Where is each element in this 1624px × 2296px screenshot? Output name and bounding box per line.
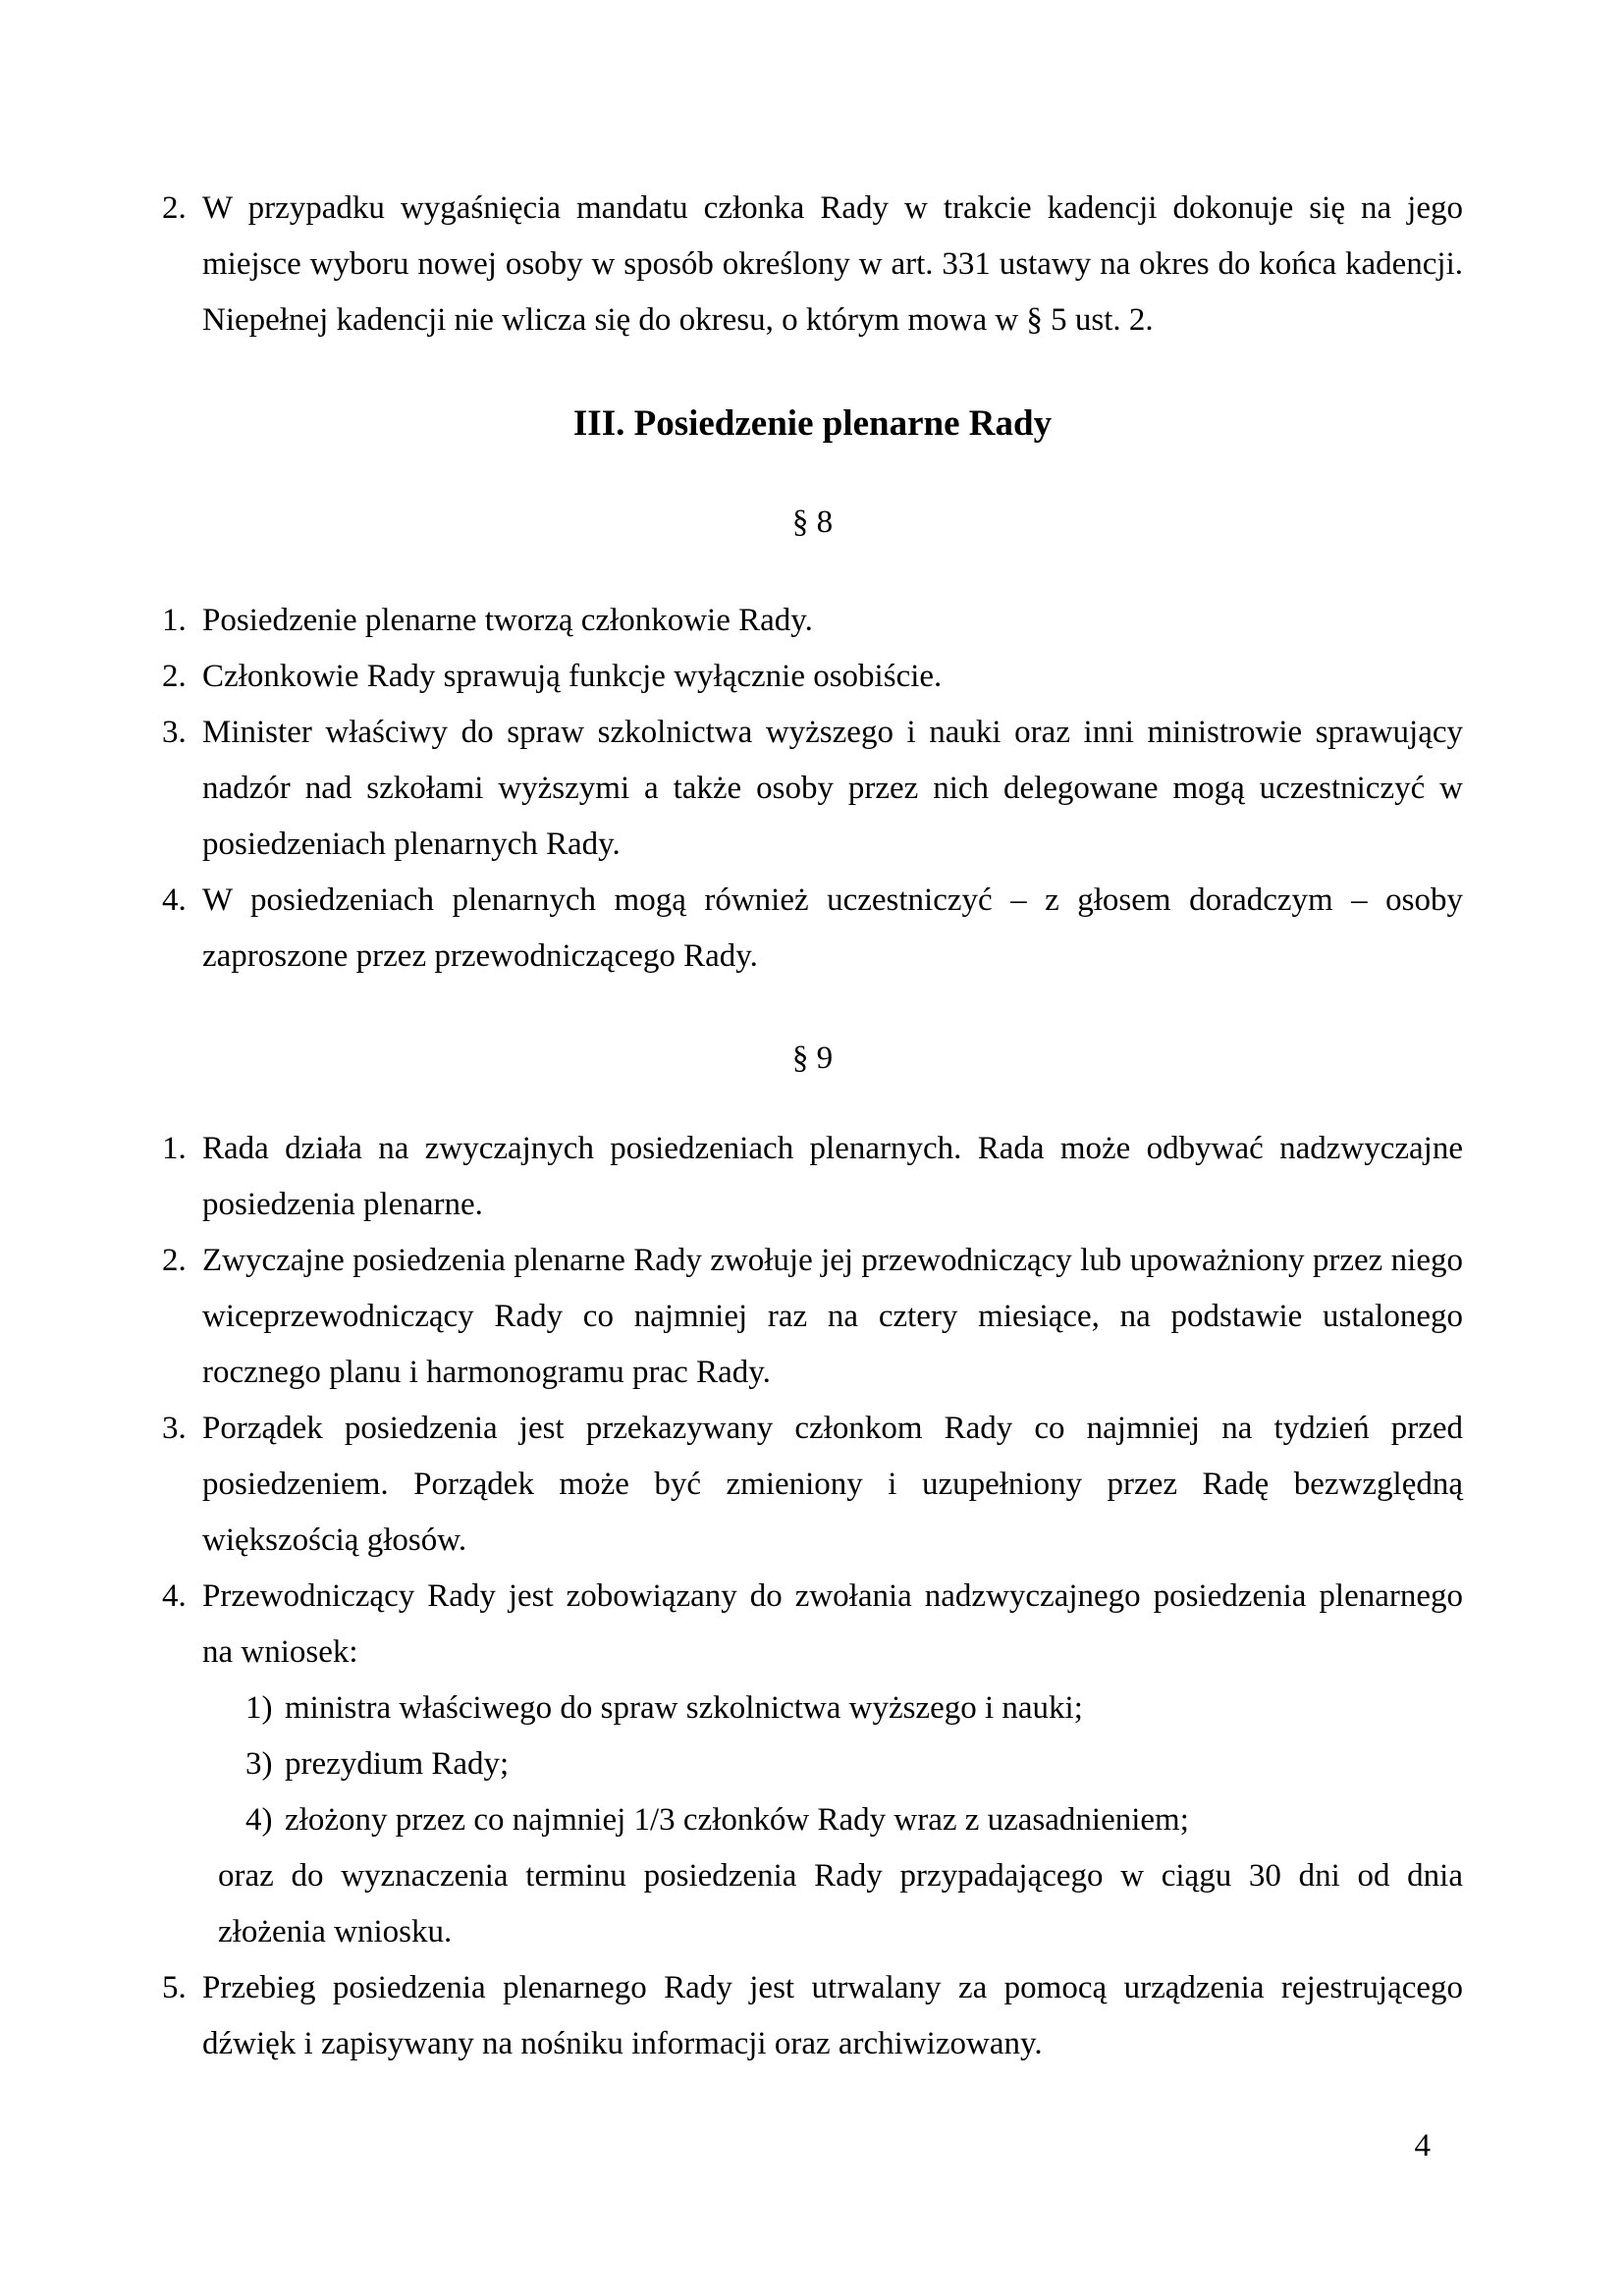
item-text: Rada działa na zwyczajnych posiedzeniach plenarnych. Rada może odbywać nadzwyczajne posiedzenia plenarne. [202,1131,1463,1222]
para-8-label: § 8 [791,505,834,540]
item-text: Przewodniczący Rady jest zobowiązany do zwołania nadzwyczajnego posiedzenia plenarnego na wniosek: [202,1578,1463,1670]
item-continuation: oraz do wyznaczenia terminu posiedzenia Rady przypadającego w ciągu 30 dni od dnia złożenia wniosku. [218,1858,1463,1949]
item-text: Przebieg posiedzenia plenarnego Rady jest utrwalany za pomocą urządzenia rejestrującego dźwięk i zapisywany na nośniku informacji oraz archiwizowany. [202,1970,1463,2061]
page-number: 4 [1414,2128,1431,2163]
list-item [162,1233,1463,1401]
sub-list-item [162,1736,1463,1792]
item-marker: 2. [162,1243,187,1278]
sub-list-item [162,1792,1463,1848]
para-8-list [162,593,1463,985]
list-item [162,1569,1463,1681]
item-text: złożony przez co najmniej 1/3 członków Rady wraz z uzasadnieniem; [285,1802,1189,1838]
intro-item [162,181,1463,348]
item-text: Porządek posiedzenia jest przekazywany członkom Rady co najmniej na tydzień przed posiedzeniem. Porządek może być zmieniony i uzupełniony przez Radę bezwzględną większością głosów. [202,1411,1463,1558]
item-text: Minister właściwy do spraw szkolnictwa wyższego i nauki oraz inni ministrowie sprawujący nadzór nad szkołami wyższymi a także osoby przez nich delegowane mogą uczestniczyć w posiedzeniach plenarnych Rady. [202,715,1463,862]
list-item [162,649,1463,705]
item-text: W przypadku wygaśnięcia mandatu członka Rady w trakcie kadencji dokonuje się na jego miejsce wyboru nowej osoby w sposób określony w art. 331 ustawy na okres do końca kadencji. Niepełnej kadencji nie wlicza się do okresu, o którym mowa w § 5 ust. 2. [202,190,1463,338]
item-marker: 3. [162,715,187,750]
list-item [162,1401,1463,1569]
para-9-list [162,1121,1463,2072]
item-text: Członkowie Rady sprawują funkcje wyłącznie osobiście. [202,659,943,694]
item-marker: 3) [245,1746,273,1782]
para-9-label: § 9 [791,1041,834,1076]
item-marker: 1. [162,1131,187,1166]
list-item [162,873,1463,985]
list-item [162,705,1463,873]
item-marker: 2. [162,659,187,694]
item-marker: 3. [162,1411,187,1446]
list-item [162,593,1463,649]
document-content [162,0,1463,2072]
item-text: Posiedzenie plenarne tworzą członkowie Rady. [202,603,813,638]
item-marker: 1) [245,1690,273,1726]
item-text: ministra właściwego do spraw szkolnictwa wyższego i nauki; [285,1690,1083,1726]
sub-list-item [162,1681,1463,1736]
item-marker: 4. [162,1578,187,1614]
item-marker: 1. [162,603,187,638]
item-marker: 2. [162,190,187,226]
section-heading: III. Posiedzenie plenarne Rady [572,403,1053,444]
item-text: prezydium Rady; [285,1746,510,1782]
item-marker: 4) [245,1802,273,1838]
list-item [162,1960,1463,2072]
item-marker: 4. [162,882,187,918]
list-item [162,1121,1463,1233]
item-marker: 5. [162,1970,187,2005]
item-text: Zwyczajne posiedzenia plenarne Rady zwołuje jej przewodniczący lub upoważniony przez niego wiceprzewodniczący Rady co najmniej raz na cztery miesiące, na podstawie ustalonego rocznego planu i harmonogramu prac Rady. [202,1243,1463,1390]
item-text: W posiedzeniach plenarnych mogą również uczestniczyć – z głosem doradczym – osoby zaproszone przez przewodniczącego Rady. [202,882,1463,974]
